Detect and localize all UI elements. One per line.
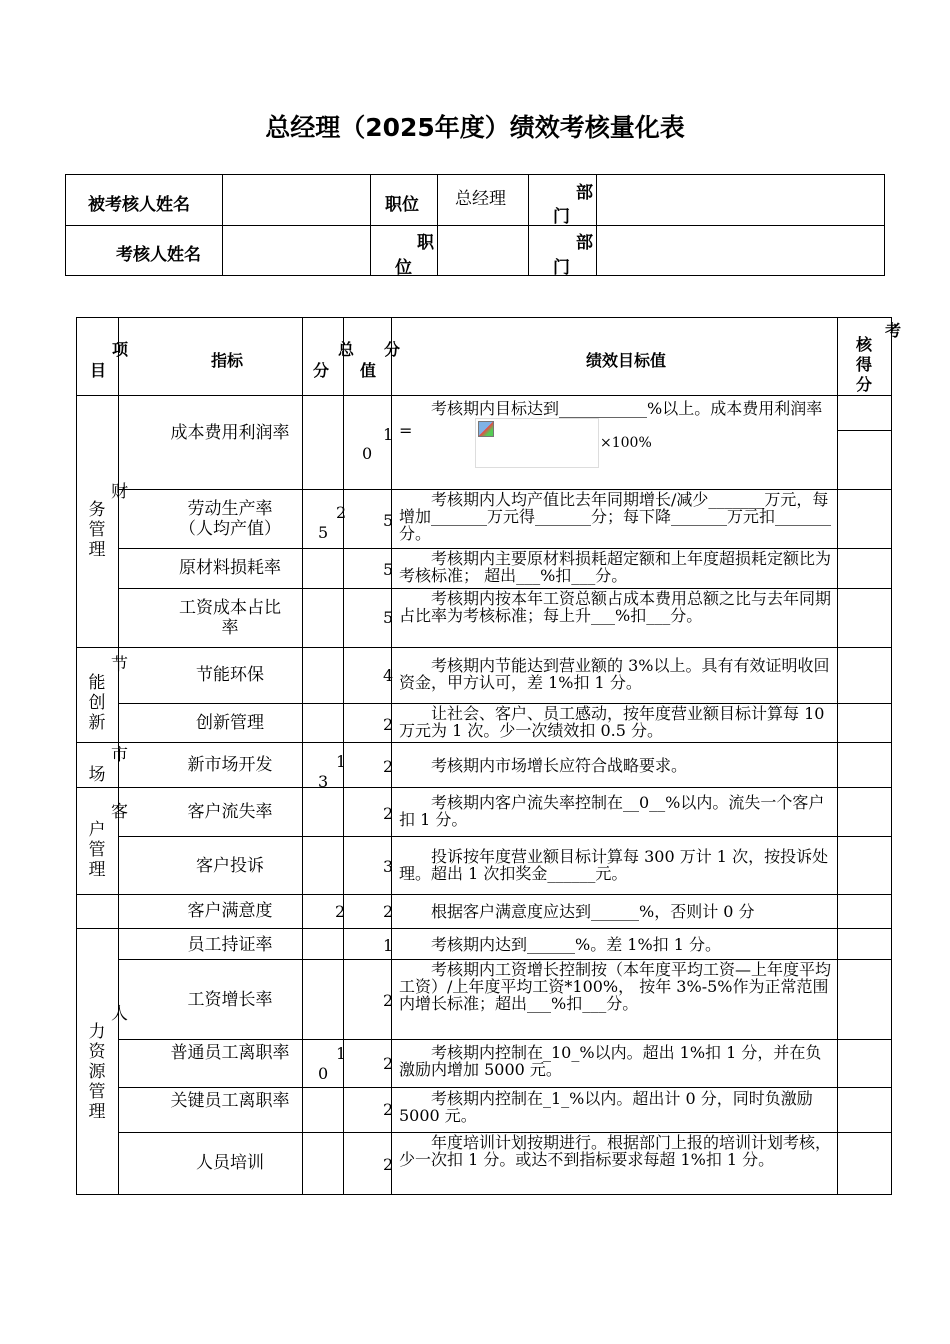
row-goal: 考核期内人均产值比去年同期增长/减少_______万元，每增加_______万元得_______分；每下降_______万元扣_______分。 [399, 490, 832, 543]
header-total-a: 总 [338, 340, 355, 359]
header-item-b: 目 [90, 361, 107, 380]
row-score: 2 [383, 715, 394, 734]
row-goal: 考核期内达到______%。差 1%扣 1 分。 [431, 935, 722, 954]
row-goal: 考核期内主要原材料损耗超定额和上年度超损耗定额比为考核标准； 超出___%扣___分。 [399, 549, 832, 585]
table-row-indicator: 创新管理 [196, 713, 264, 733]
group-market-b: 场 [88, 765, 106, 785]
row-score: 3 [383, 857, 394, 876]
group-hr-b: 力资源管理 [88, 1022, 106, 1122]
table-row-indicator: 客户流失率 [187, 802, 273, 822]
row-goal-tail: ×100% [600, 435, 652, 451]
dept2-label-b: 门 [553, 258, 570, 278]
group-market-a: 市 [111, 745, 128, 765]
header-score-a: 分 [384, 340, 401, 359]
header-result-a: 考 [885, 321, 902, 340]
assessee-name-label: 被考核人姓名 [88, 195, 190, 215]
header-total-b: 分 [313, 361, 330, 380]
formula-image [475, 418, 599, 468]
row-goal: 让社会、客户、员工感动，按年度营业额目标计算每 10 万元为 1 次。少一次绩效扣 0.5 分。 [399, 704, 825, 740]
table-row-indicator: 成本费用利润率 [170, 423, 290, 443]
table-row-indicator: 工资增长率 [187, 990, 273, 1010]
row-goal: 考核期内市场增长应符合战略要求。 [431, 756, 688, 775]
table-row-indicator: 客户投诉 [196, 856, 264, 876]
dept2-label-a: 部 [576, 233, 593, 253]
row-score: 2 [383, 1054, 394, 1073]
table-row-indicator: 员工持证率 [187, 935, 273, 955]
group-hr-a: 人 [111, 1004, 128, 1024]
position2-label-b: 位 [395, 258, 412, 278]
row-goal: 考核期内控制在_10_%以内。超出 1%扣 1 分，并在负激励内增加 5000 元。 [399, 1043, 822, 1079]
group-customer-b: 户管理 [88, 820, 106, 880]
table-row-indicator: 新市场开发 [187, 755, 273, 775]
assessor-name-label: 考核人姓名 [116, 245, 201, 265]
mid-total-a: 1 [336, 752, 347, 771]
row-score: 4 [383, 666, 394, 685]
dept-label-b: 门 [553, 207, 570, 227]
table-row-indicator: 普通员工离职率 [170, 1043, 290, 1063]
row-goal: 考核期内工资增长控制按（本年度平均工资—上年度平均工资）/上年度平均工资*100%， 按年 3%-5%作为正常范围内增长标准；超出___%扣___分。 [399, 960, 832, 1013]
group-finance-a: 财 [111, 482, 128, 502]
group-energy-b: 能创新 [88, 673, 106, 733]
broken-image-icon [478, 421, 494, 437]
row-goal: 考核期内客户流失率控制在__0__%以内。流失一个客户扣 1 分。 [399, 793, 825, 829]
position2-label-a: 职 [417, 233, 434, 253]
header-goal: 绩效目标值 [586, 351, 667, 370]
row-score: 2 [383, 902, 394, 921]
row-score-b: 0 [362, 444, 373, 463]
row-goal: 考核期内按本年工资总额占成本费用总额之比与去年同期占比率为考核标准；每上升___%扣___分。 [399, 589, 832, 625]
row-score: 2 [383, 1100, 394, 1119]
row-score: 2 [383, 991, 394, 1010]
row-score: 2 [383, 1155, 394, 1174]
position-label: 职位 [385, 195, 419, 215]
group-customer-a: 客 [111, 802, 128, 822]
group-finance-b: 务管理 [88, 500, 106, 560]
finance-total-b: 5 [318, 523, 329, 542]
row-total: 2 [335, 902, 346, 921]
table-row-indicator: 工资成本占比率 [179, 598, 281, 638]
row-goal-text: 考核期内目标达到___________%以上。成本费用利润率= [399, 399, 823, 440]
row-goal: 根据客户满意度应达到______%，否则计 0 分 [431, 902, 755, 921]
row-score-a: 1 [383, 425, 394, 444]
row-score: 5 [383, 511, 394, 530]
mid-total-b: 3 [318, 772, 329, 791]
row-score: 5 [383, 560, 394, 579]
header-item-a: 项 [112, 340, 129, 359]
row-score: 5 [383, 608, 394, 627]
finance-total-a: 2 [336, 503, 347, 522]
header-indicator: 指标 [211, 351, 244, 370]
group-energy-a: 节 [111, 655, 128, 675]
table-row-indicator: 节能环保 [196, 665, 264, 685]
hr-total-b: 0 [318, 1064, 329, 1083]
position-value: 总经理 [455, 189, 506, 209]
table-row-indicator: 关键员工离职率 [170, 1091, 290, 1111]
row-score: 2 [383, 804, 394, 823]
header-score-b: 值 [360, 361, 377, 380]
header-result-b: 核得分 [855, 335, 872, 394]
row-goal: 考核期内控制在_1_%以内。超出计 0 分，同时负激励 5000 元。 [399, 1089, 813, 1125]
page-title: 总经理（2025年度）绩效考核量化表 [265, 113, 685, 142]
table-row-indicator: 客户满意度 [187, 901, 273, 921]
table-row-indicator: 原材料损耗率 [179, 558, 281, 578]
hr-total-a: 1 [336, 1044, 347, 1063]
row-goal: 考核期内节能达到营业额的 3%以上。具有有效证明收回资金，甲方认可，差 1%扣 1 分。 [399, 656, 830, 692]
row-goal: 投诉按年度营业额目标计算每 300 万计 1 次，按投诉处理。超出 1 次扣奖金______元。 [399, 847, 829, 883]
dept-label-a: 部 [576, 183, 593, 203]
table-row-indicator: 劳动生产率（人均产值） [179, 499, 281, 539]
table-row-indicator: 人员培训 [196, 1153, 264, 1173]
row-goal: 年度培训计划按期进行。根据部门上报的培训计划考核，少一次扣 1 分。或达不到指标要求每超 1%扣 1 分。 [399, 1133, 832, 1169]
row-score: 2 [383, 757, 394, 776]
row-score: 1 [383, 936, 394, 955]
